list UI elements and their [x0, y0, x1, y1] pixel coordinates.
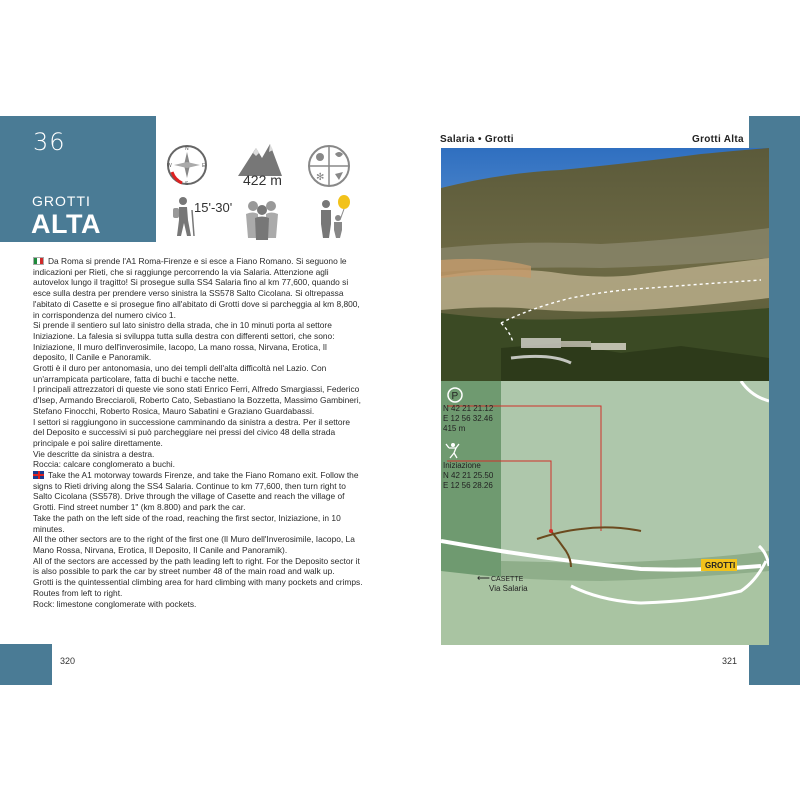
left-page	[0, 116, 400, 685]
approach-time: 15'-30'	[194, 200, 233, 215]
paragraph-it: Si prende il sentiero sul lato sinistro della strada, che in 10 minuti porta al settore Iniziazione. La falesia si sviluppa tutta sulla destra con differenti settori, che sono: Iniziazione, Il muro dell'inverosimile, Iacopo, La mano rossa, Nirvana, Erotica, Il deposito, Il Canile e Panoramik.	[33, 320, 335, 363]
group-icon	[242, 198, 282, 240]
paragraph-en: Rock: limestone conglomerate with pockets.	[33, 598, 197, 609]
uk-flag-icon	[33, 471, 44, 479]
parking-altitude: 415 m	[443, 424, 466, 433]
sector-name-small: GROTTI	[32, 193, 91, 209]
parking-lat: N 42 21 21.12	[443, 404, 494, 413]
start-lat: N 42 21 25.50	[443, 471, 494, 480]
family-children-icon	[314, 194, 354, 240]
start-sector-label: Iniziazione	[443, 461, 481, 470]
hiker-icon	[170, 196, 196, 238]
route-description	[33, 256, 363, 609]
paragraph-it: Da Roma si prende l'A1 Roma-Firenze e si esce a Fiano Romano. Si seguono le indicazioni per Rieti, che si raggiunge percorrendo la via Salaria. Attenzione agli autovelox lungo il tragitto! Si prosegue sulla SS4 Salaria fino al km 77,600, quando si esce sulla destra per prendere verso sinistra la SS578 Salto Cicolana. Si oltrepassa l'abitato di Casette e si prosegue fino all'abitato di Grotti dove si parcheggia al km 8,800, in corrispondenza del numero civico 1.	[33, 256, 360, 320]
paragraph-it: I settori si raggiungono in successione camminando da sinistra a destra. Per il settore del Deposito e successivi si può parcheggiare nei pressi del civico 48 della strada principale e poi salire direttamente.	[33, 416, 351, 448]
paragraph-en: All the other sectors are to the right of the first one (Il Muro dell'Inverosimile, Iacopo, La Mano Rossa, Nirvana, Erotica, Il Deposito, Il Canile and Panoramik).	[33, 534, 355, 555]
svg-text:✻: ✻	[316, 172, 325, 183]
running-head-right: Grotti Alta	[692, 134, 744, 145]
right-page	[400, 116, 800, 685]
direction-label-1: Casette	[491, 576, 524, 583]
running-head-left: Salaria • Grotti	[440, 134, 514, 145]
sector-name-big: ALTA	[31, 209, 101, 239]
svg-text:S: S	[185, 181, 189, 186]
season-icon	[307, 144, 351, 188]
paragraph-it: Grotti è il duro per antonomasia, uno dei templi dell'alta difficoltà nel Lazio. Con un'arrampicata particolare, fatta di buchi e tacche nette.	[33, 363, 327, 384]
paragraph-en: Grotti is the quintessential climbing area for hard climbing with many pockets and crimps.	[33, 577, 363, 588]
page-edge-tab	[0, 644, 52, 685]
paragraph-en: Take the A1 motorway towards Firenze, and take the Fiano Romano exit. Follow the signs to Rieti driving along the SS4 Salaria. Continue to km 77,600, then turn right to Salto Cicolana (SS578). Drive through the village of Casette and reach the village of Grotti. Find street number 1" (km 8.800) and park the car.	[33, 470, 359, 513]
paragraph-en: Routes from left to right.	[33, 587, 123, 598]
approach-map	[441, 381, 769, 645]
page-number-left: 320	[60, 656, 76, 666]
paragraph-it: Roccia: calcare conglomerato a buchi.	[33, 459, 175, 470]
altitude-value: 422 m	[243, 172, 282, 188]
compass-icon	[166, 144, 208, 186]
parking-lon: E 12 56 32.46	[443, 414, 493, 423]
route-number: 36	[33, 128, 66, 156]
paragraph-en: All of the sectors are accessed by the path leading left to right. For the Deposito sector it is also possible to park the car by street number 48 of the main road and walk up.	[33, 555, 360, 577]
svg-text:W: W	[167, 163, 172, 169]
svg-text:E: E	[202, 163, 206, 169]
direction-label-2: Via Salaria	[489, 584, 528, 593]
start-lon: E 12 56 28.26	[443, 481, 493, 490]
paragraph-it: I principali attrezzatori di queste vie sono stati Enrico Ferri, Alfredo Smargiassi, Federico d'Isep, Armando Brecciaroli, Roberto Cato, Sebastiano la Bozzetta, Massimo Gambineri, Stefano Finocchi, Roberto Rosica, Mauro Sabatini e Graziano Guardabassi.	[33, 384, 361, 416]
italian-flag-icon	[33, 257, 44, 265]
town-label: Grotti	[705, 561, 736, 570]
paragraph-en: Take the path on the left side of the road, reaching the first sector, Iniziazione, in 10 minutes.	[33, 512, 341, 534]
page-number-right: 321	[722, 656, 738, 666]
svg-text:N: N	[185, 146, 189, 152]
route-title-block	[0, 116, 156, 242]
parking-symbol: P	[451, 391, 459, 402]
paragraph-it: Vie descritte da sinistra a destra.	[33, 448, 155, 459]
crag-photo	[441, 148, 769, 381]
arrow-left-icon: ⟵	[477, 573, 490, 583]
